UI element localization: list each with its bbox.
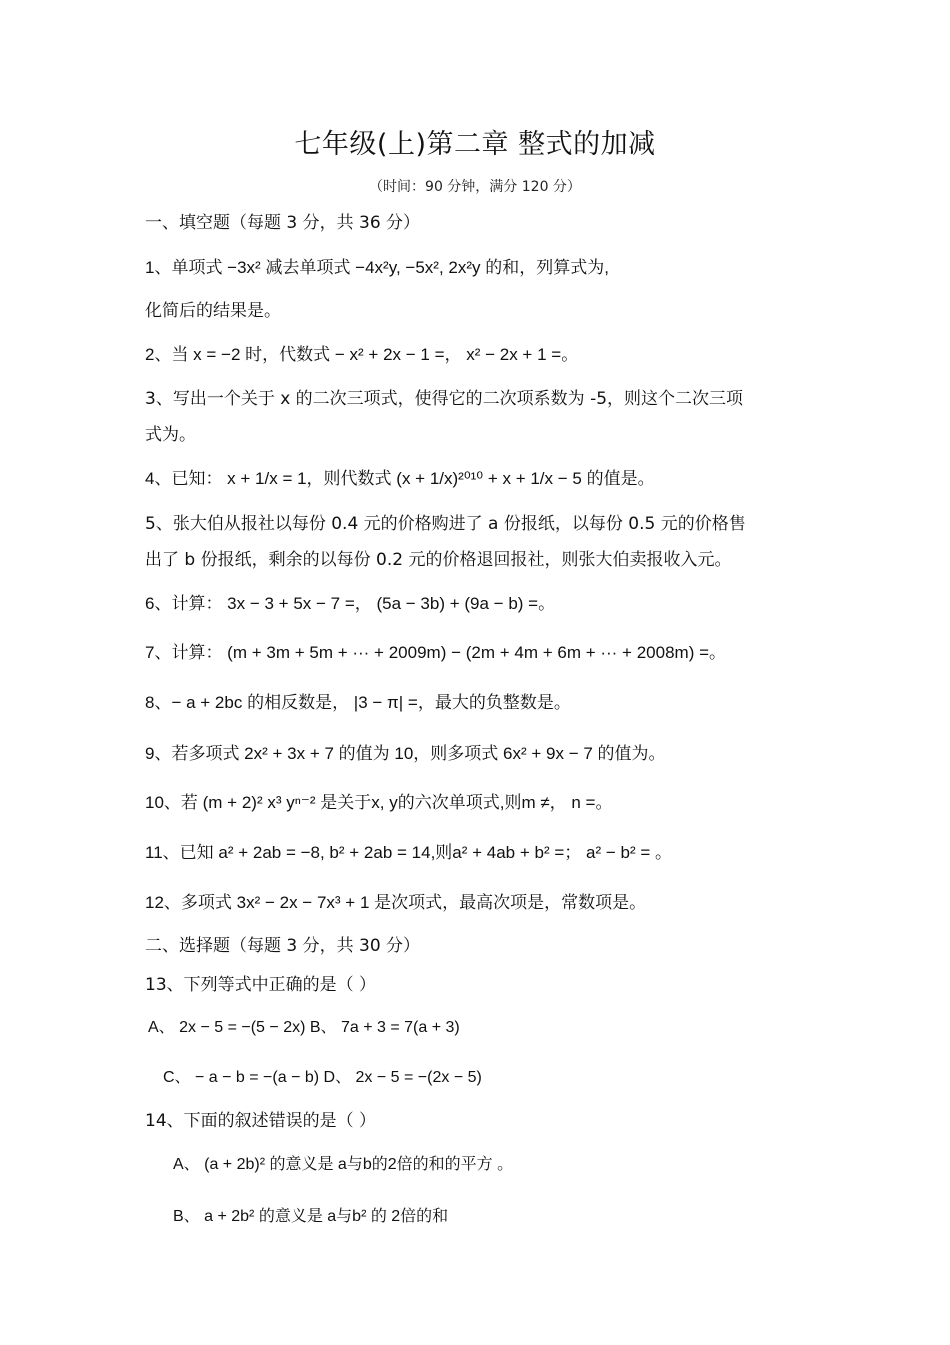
- question-3-line-2: 式为。: [145, 425, 196, 445]
- question-5-line-2: 出了 b 份报纸，剩余的以每份 0.2 元的价格退回报社，则张大伯卖报收入元。: [145, 550, 732, 570]
- question-1-line-1: 1、单项式 −3x² 减去单项式 −4x²y, −5x², 2x²y 的和，列算式为,: [145, 258, 609, 277]
- question-3-line-1: 3、写出一个关于 x 的二次三项式，使得它的二次项系数为 -5，则这个二次三项: [145, 389, 744, 409]
- question-12: 12、多项式 3x² − 2x − 7x³ + 1 是次项式，最高次项是，常数项是。: [145, 893, 647, 912]
- question-14-option-b: B、 a + 2b² 的意义是 a与b² 的 2倍的和: [173, 1208, 449, 1225]
- question-8: 8、− a + 2bc 的相反数是， |3 − π| =，最大的负整数是。: [145, 693, 571, 712]
- question-14: 14、下面的叙述错误的是（ ）: [145, 1111, 377, 1131]
- page-title: 七年级(上)第二章 整式的加减: [294, 129, 656, 160]
- question-9: 9、若多项式 2x² + 3x + 7 的值为 10，则多项式 6x² + 9x − 7 的值为。: [145, 744, 666, 763]
- question-14-option-a: A、 (a + 2b)² 的意义是 a与b的2倍的和的平方 。: [173, 1156, 514, 1173]
- question-13-options-cd: C、 − a − b = −(a − b) D、 2x − 5 = −(2x − 5): [163, 1069, 482, 1086]
- section-choice-heading: 二、选择题（每题 3 分，共 30 分）: [145, 936, 421, 956]
- question-7: 7、计算： (m + 3m + 5m + ··· + 2009m) − (2m + 4m + 6m + ··· + 2008m) =。: [145, 643, 727, 662]
- question-5-line-1: 5、张大伯从报社以每份 0.4 元的价格购进了 a 份报纸，以每份 0.5 元的价格售: [145, 514, 746, 534]
- question-10: 10、若 (m + 2)² x³ yⁿ⁻² 是关于x, y的六次单项式,则m ≠， n =。: [145, 793, 613, 812]
- question-1-line-2: 化简后的结果是。: [145, 301, 281, 321]
- question-6: 6、计算： 3x − 3 + 5x − 7 =， (5a − 3b) + (9a − b) =。: [145, 594, 556, 613]
- question-13: 13、下列等式中正确的是（ ）: [145, 975, 377, 995]
- question-2: 2、当 x = −2 时，代数式 − x² + 2x − 1 =， x² − 2x + 1 =。: [145, 345, 579, 364]
- question-4: 4、已知： x + 1/x = 1，则代数式 (x + 1/x)²⁰¹⁰ + x + 1/x − 5 的值是。: [145, 469, 655, 488]
- page-subtitle: （时间：90 分钟，满分 120 分）: [369, 179, 581, 195]
- question-11: 11、已知 a² + 2ab = −8, b² + 2ab = 14,则a² + 4ab + b² =； a² − b² = 。: [145, 843, 672, 862]
- section-fill-in-heading: 一、填空题（每题 3 分，共 36 分）: [145, 213, 421, 233]
- question-13-options-ab: A、 2x − 5 = −(5 − 2x) B、 7a + 3 = 7(a + 3): [148, 1019, 460, 1036]
